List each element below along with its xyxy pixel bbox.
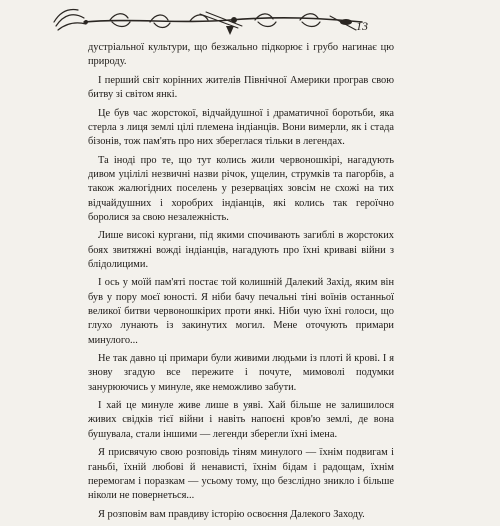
paragraph: І хай це минуле живе лише в уяві. Хай більше не залишилося живих свідків тієї війни і навіть напоєні кров'ю землі, де вона бушувала, стали іншими — легенди зберегли їхні імена.	[88, 400, 394, 440]
page-number: 13	[356, 19, 368, 33]
paragraph: дустріальної культури, що безжально підкорює і грубо нагинає цю природу.	[88, 42, 394, 68]
paragraph: Лише високі кургани, під якими спочивають загиблі в жорстоких боях звитяжні вожді індіанців, нагадують про їхні криваві війни з блідолицими.	[88, 230, 394, 270]
paragraph: Не так давно ці примари були живими людьми із плоті й крові. І я знову згадую все пережите і почуте, мимоволі подумки занурюючись у минуле, яке неможливо забути.	[88, 353, 394, 393]
paragraph: І ось у моїй пам'яті постає той колишній Далекий Захід, яким він був у пору моєї юності. Я ніби бачу печальні тіні воїнів останньої великої битви червоношкірих проти янкі. Ніби чую їхні голоси, що глухо лунають із закинутих могил. Мене оточують примари минулого...	[88, 277, 394, 346]
paragraph: Я розповім вам правдиву історію освоєння Далекого Заходу.	[98, 508, 365, 520]
paragraph: Я присвячую свою розповідь тіням минулого — їхнім подвигам і ганьбі, їхній любові й ненависті, їхнім бідам і радощам, їхнім перемогам і поразкам — усьому тому, що безслідно зникло і більше ніколи не повернеться...	[88, 447, 394, 502]
body-text	[88, 41, 394, 526]
paragraph: І перший світ корінних жителів Північної Америки програв свою битву зі світом янкі.	[88, 74, 394, 101]
paragraph: Це був час жорстокої, відчайдушної і драматичної боротьби, яка стерла з лиця землі цілі племена індіанців. Вони вимерли, як і стада бізонів, тож пам'ять про них збереглася тільки в легендах.	[88, 107, 394, 148]
paragraph: Та іноді про те, що тут колись жили червоношкірі, нагадують дивом уцілілі незвичні назви річок, ущелин, струмків та пагорбів, а також жалюгідних поселень у резерваціях зовсім не схожі на тих відчайдушних і хоробрих індіанців, які колись так героїчно боролися за свою незалежність.	[88, 154, 394, 223]
header-ornament	[50, 4, 370, 40]
